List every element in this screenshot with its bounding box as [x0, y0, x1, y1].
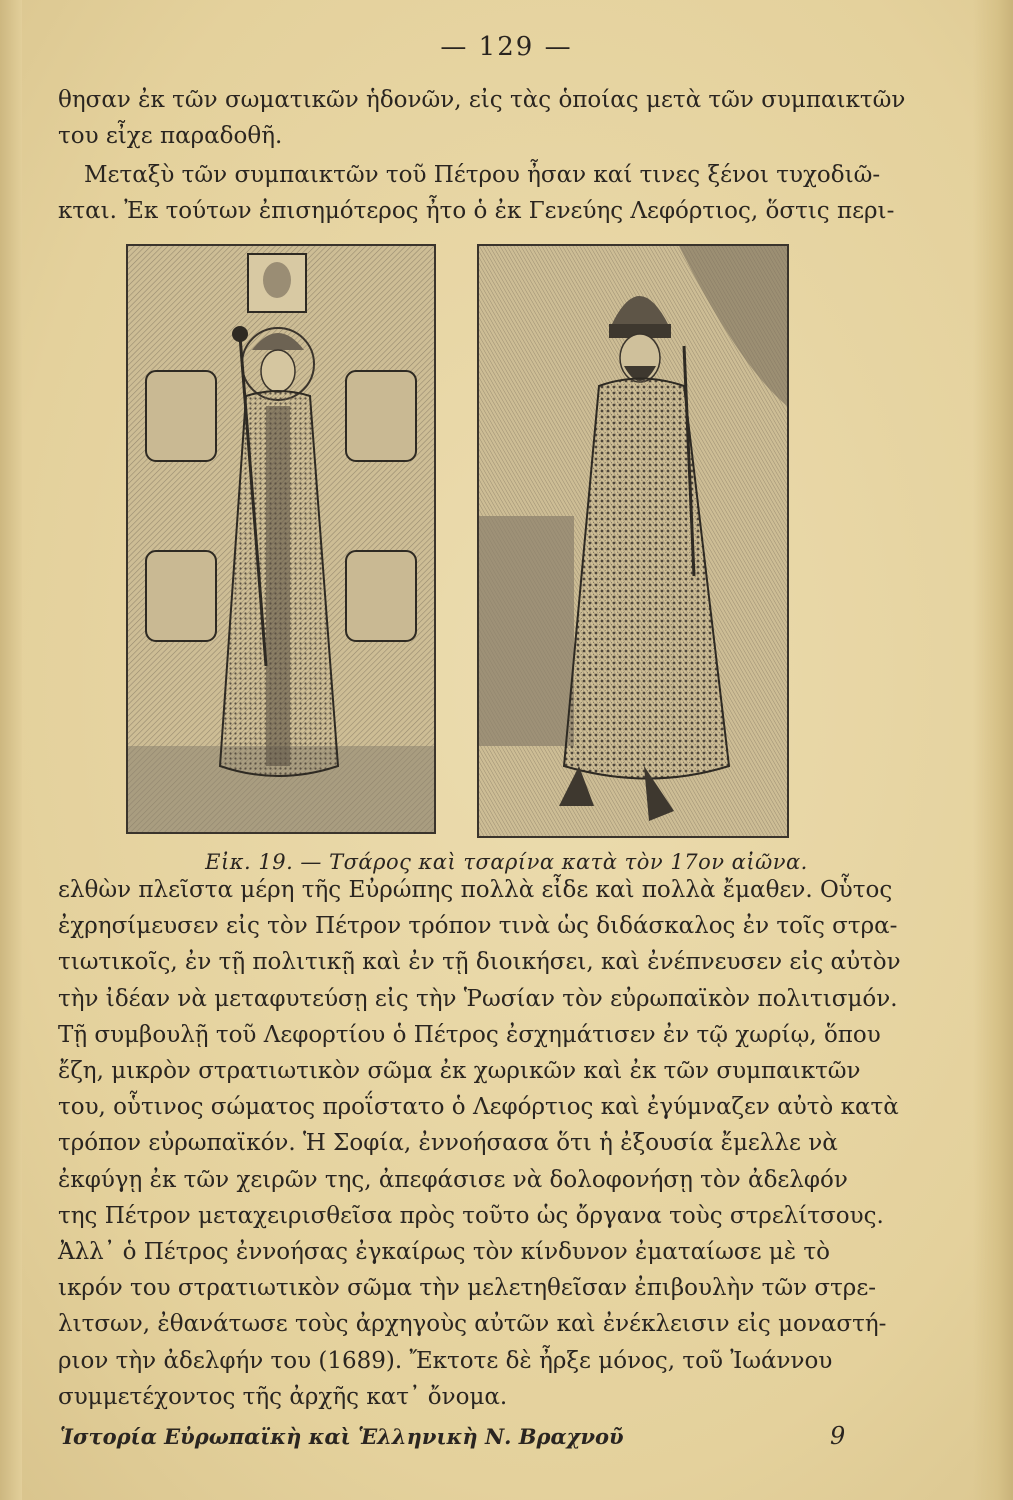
- text-line: τὴν ἰδέαν νὰ μεταφυτεύσῃ εἰς τὴν Ῥωσίαν τὸν εὐρωπαϊκὸν πολιτισμόν.: [58, 985, 898, 1012]
- footer-book-title: Ἱστορία Εὐρωπαϊκὴ καὶ Ἑλληνικὴ Ν. Βραχνοῦ: [60, 1424, 624, 1449]
- text-line: Τῇ συμβουλῇ τοῦ Λεφορτίου ὁ Πέτρος ἐσχημάτισεν ἐν τῷ χωρίῳ, ὅπου: [58, 1021, 881, 1048]
- paragraph-3: [58, 872, 901, 1415]
- text-line: λιτσων, ἐθανάτωσε τοὺς ἀρχηγοὺς αὐτῶν καὶ ἐνέκλεισιν εἰς μοναστή-: [58, 1311, 887, 1338]
- page-right-edge: [973, 0, 1013, 1500]
- footer-signature: 9: [830, 1422, 846, 1450]
- page-left-edge: [0, 0, 22, 1500]
- text-line: συμμετέχοντος τῆς ἀρχῆς κατ᾿ ὄνομα.: [58, 1383, 508, 1410]
- text-line: ἔζη, μικρὸν στρατιωτικὸν σῶμα ἐκ χωρικῶν καὶ ἐκ τῶν συμπαικτῶν: [58, 1058, 861, 1085]
- engraving-tsarina: [126, 244, 436, 834]
- text-line: κται. Ἐκ τούτων ἐπισημότερος ἦτο ὁ ἐκ Γενεύης Λεφόρτιος, ὅστις περι-: [58, 198, 895, 225]
- paragraph-1: [58, 82, 906, 154]
- text-line: ριον τὴν ἀδελφήν του (1689). Ἔκτοτε δὲ ἦρξε μόνος, τοῦ Ἰωάννου: [58, 1347, 833, 1374]
- text-line: Μεταξὺ τῶν συμπαικτῶν τοῦ Πέτρου ἦσαν καί τινες ξένοι τυχοδιῶ-: [84, 162, 881, 188]
- text-line: τρόπον εὐρωπαϊκόν. Ἡ Σοφία, ἐννοήσασα ὅτι ἡ ἐξουσία ἔμελλε νὰ: [58, 1130, 838, 1157]
- text-line: θησαν ἐκ τῶν σωματικῶν ἡδονῶν, εἰς τὰς ὁποίας μετὰ τῶν συμπαικτῶν: [58, 87, 906, 113]
- text-line: της Πέτρον μεταχειρισθεῖσα πρὸς τοῦτο ὡς ὄργανα τοὺς στρελίτσους.: [58, 1202, 884, 1229]
- paragraph-2: [58, 157, 895, 229]
- text-line: τιωτικοῖς, ἐν τῇ πολιτικῇ καὶ ἐν τῇ διοικήσει, καὶ ἐνέπνευσεν εἰς αὐτὸν: [58, 949, 901, 976]
- text-line: ικρόν του στρατιωτικὸν σῶμα τὴν μελετηθεῖσαν ἐπιβουλὴν τῶν στρε-: [58, 1275, 877, 1302]
- text-line: ἐκφύγῃ ἐκ τῶν χειρῶν της, ἀπεφάσισε νὰ δολοφονήσῃ τὸν ἀδελφόν: [58, 1166, 848, 1193]
- text-line: Ἀλλ᾿ ὁ Πέτρος ἐννοήσας ἐγκαίρως τὸν κίνδυνον ἐματαίωσε μὲ τὸ: [58, 1239, 830, 1266]
- engraving-tsar: [477, 244, 789, 838]
- text-line: του, οὗτινος σώματος προΐστατο ὁ Λεφόρτιος καὶ ἐγύμναζεν αὐτὸ κατὰ: [58, 1094, 899, 1121]
- text-line: του εἶχε παραδοθῆ.: [58, 123, 283, 150]
- text-line: ἐχρησίμευσεν εἰς τὸν Πέτρον τρόπον τινὰ ὡς διδάσκαλος ἐν τοῖς στρα-: [58, 913, 898, 940]
- page-number: — 129 —: [440, 32, 573, 62]
- text-line: ελθὼν πλεῖστα μέρη τῆς Εὐρώπης πολλὰ εἶδε καὶ πολλὰ ἔμαθεν. Οὗτος: [58, 877, 893, 903]
- figure-caption: Εἰκ. 19. — Τσάρος καὶ τσαρίνα κατὰ τὸν 17ον αἰῶνα.: [205, 850, 808, 874]
